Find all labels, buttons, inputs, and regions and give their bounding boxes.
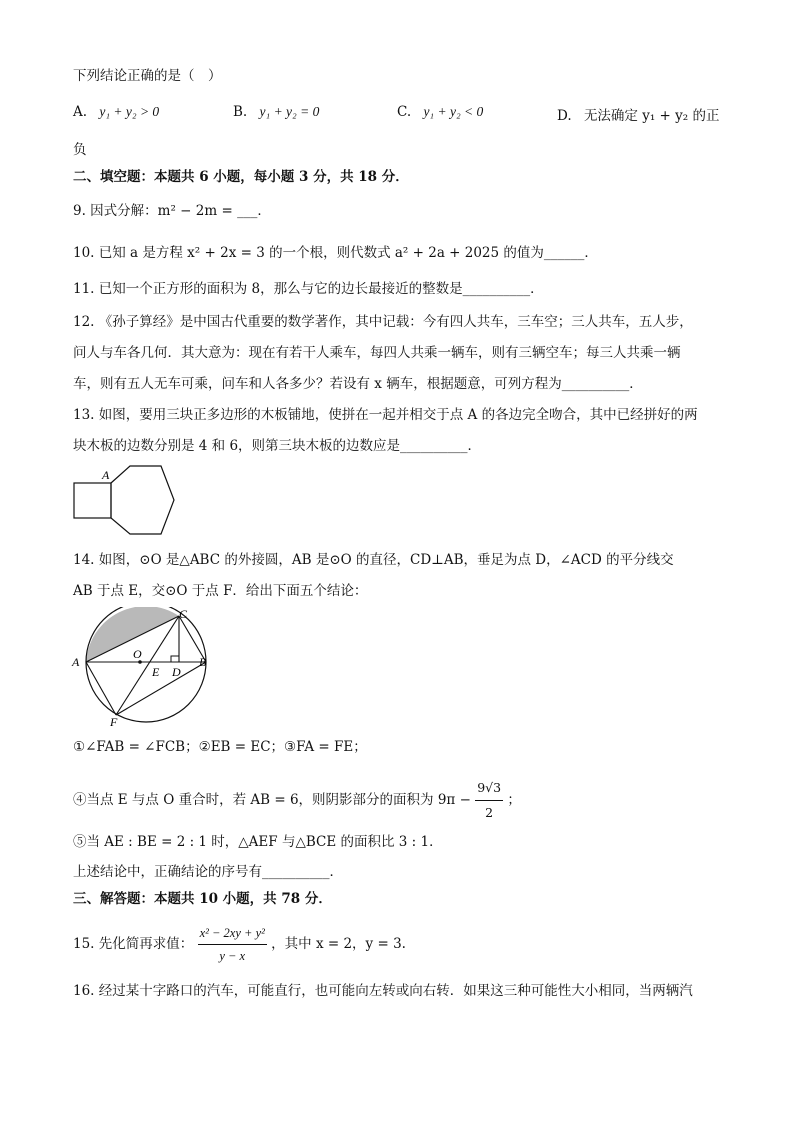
q15-suffix: ，其中 x = 2，y = 3. [271, 936, 406, 952]
hexagon-shape [111, 466, 174, 534]
q14-line2: AB 于点 E，交⊙O 于点 F．给出下面五个结论： [73, 583, 368, 599]
line-fb [116, 662, 206, 715]
q12-line3: 车，则有五人无车可乘，问车和人各多少？若设有 x 辆车，根据题意，可列方程为__________． [73, 376, 643, 392]
line-af [86, 662, 116, 715]
q11: 11. 已知一个正方形的面积为 8，那么与它的边长最接近的整数是__________． [73, 281, 544, 297]
option-a [73, 104, 159, 120]
q14-conclusion-4 [73, 776, 521, 825]
fig-label-o: O [133, 647, 142, 661]
q15-prefix: 15. 先化简再求值： [73, 936, 194, 952]
c4-numerator: 9√3 [475, 776, 503, 801]
option-d-label: D. [557, 108, 572, 124]
option-d-expr: 无法确定 y₁ + y₂ 的正 [583, 108, 720, 124]
fig-label-a: A [72, 655, 80, 669]
c4-denominator: 2 [485, 805, 494, 820]
option-c [397, 104, 483, 120]
polygon-figure [68, 460, 180, 540]
q14-line1: 14. 如图，⊙O 是△ABC 的外接圆，AB 是⊙O 的直径，CD⊥AB，垂足为点 D，∠ACD 的平分线交 [73, 552, 674, 568]
q10: 10. 已知 a 是方程 x² + 2x = 3 的一个根，则代数式 a² + 2a + 2025 的值为______． [73, 245, 598, 261]
section-2-title: 二、填空题：本题共 6 小题，每小题 3 分，共 18 分． [73, 169, 409, 185]
q8-tail: 下列结论正确的是（ ） [73, 68, 222, 84]
right-angle-mark [171, 656, 179, 662]
square-shape [74, 483, 111, 518]
q15-numerator: x² − 2xy + y² [198, 922, 267, 945]
q13-line2: 块木板的边数分别是 4 和 6，则第三块木板的边数应是__________． [73, 438, 482, 454]
option-b-expr: y₁ + y₂ = 0 [259, 104, 320, 119]
option-c-label: C. [397, 104, 412, 120]
option-d [557, 104, 720, 124]
q9: 9. 因式分解：m² − 2m = ___． [73, 203, 271, 219]
section-3-title: 三、解答题：本题共 10 小题，共 78 分． [73, 891, 332, 907]
c4-text: ④当点 E 与点 O 重合时，若 AB = 6，则阴影部分的面积为 9π − [73, 792, 471, 808]
option-c-expr: y₁ + y₂ < 0 [423, 104, 484, 119]
fig-label-c: C [179, 607, 188, 621]
q12-line1: 12. 《孙子算经》是中国古代重要的数学著作，其中记载：今有四人共车，三车空；三人共车，五人步， [73, 314, 693, 330]
option-a-label: A. [73, 104, 88, 120]
c4-fraction [475, 776, 503, 825]
q15-denominator: y − x [219, 949, 246, 963]
circle-figure [68, 607, 214, 729]
q15 [73, 922, 406, 967]
q13-line1: 13. 如图，要用三块正多边形的木板铺地，使拼在一起并相交于点 A 的各边完全吻合，其中已经拼好的两 [73, 407, 698, 423]
option-b-label: B. [233, 104, 248, 120]
option-d-wrap: 负 [73, 142, 87, 158]
q15-fraction [198, 922, 267, 967]
q14-conclusions-123: ①∠FAB = ∠FCB；②EB = EC；③FA = FE； [73, 739, 367, 755]
fig-label-f: F [110, 715, 118, 729]
fig-label-d: D [172, 665, 181, 679]
option-b [233, 104, 319, 120]
fig-label-a: A [102, 468, 110, 482]
c4-end: ； [507, 792, 521, 808]
q14-conclusion-5: ⑤当 AE : BE = 2 : 1 时，△AEF 与△BCE 的面积比 3 : 1． [73, 834, 443, 850]
q12-line2: 问人与车各几何．其大意为：现在有若干人乘车，每四人共乘一辆车，则有三辆空车；每三人共乘一辆 [73, 345, 681, 361]
fig-label-e: E [152, 665, 160, 679]
q16-line1: 16. 经过某十字路口的汽车，可能直行，也可能向左转或向右转．如果这三种可能性大小相同，当两辆汽 [73, 983, 693, 999]
q14-summary: 上述结论中，正确结论的序号有__________． [73, 864, 343, 880]
option-a-expr: y₁ + y₂ > 0 [99, 104, 160, 119]
fig-label-b: B [199, 655, 207, 669]
